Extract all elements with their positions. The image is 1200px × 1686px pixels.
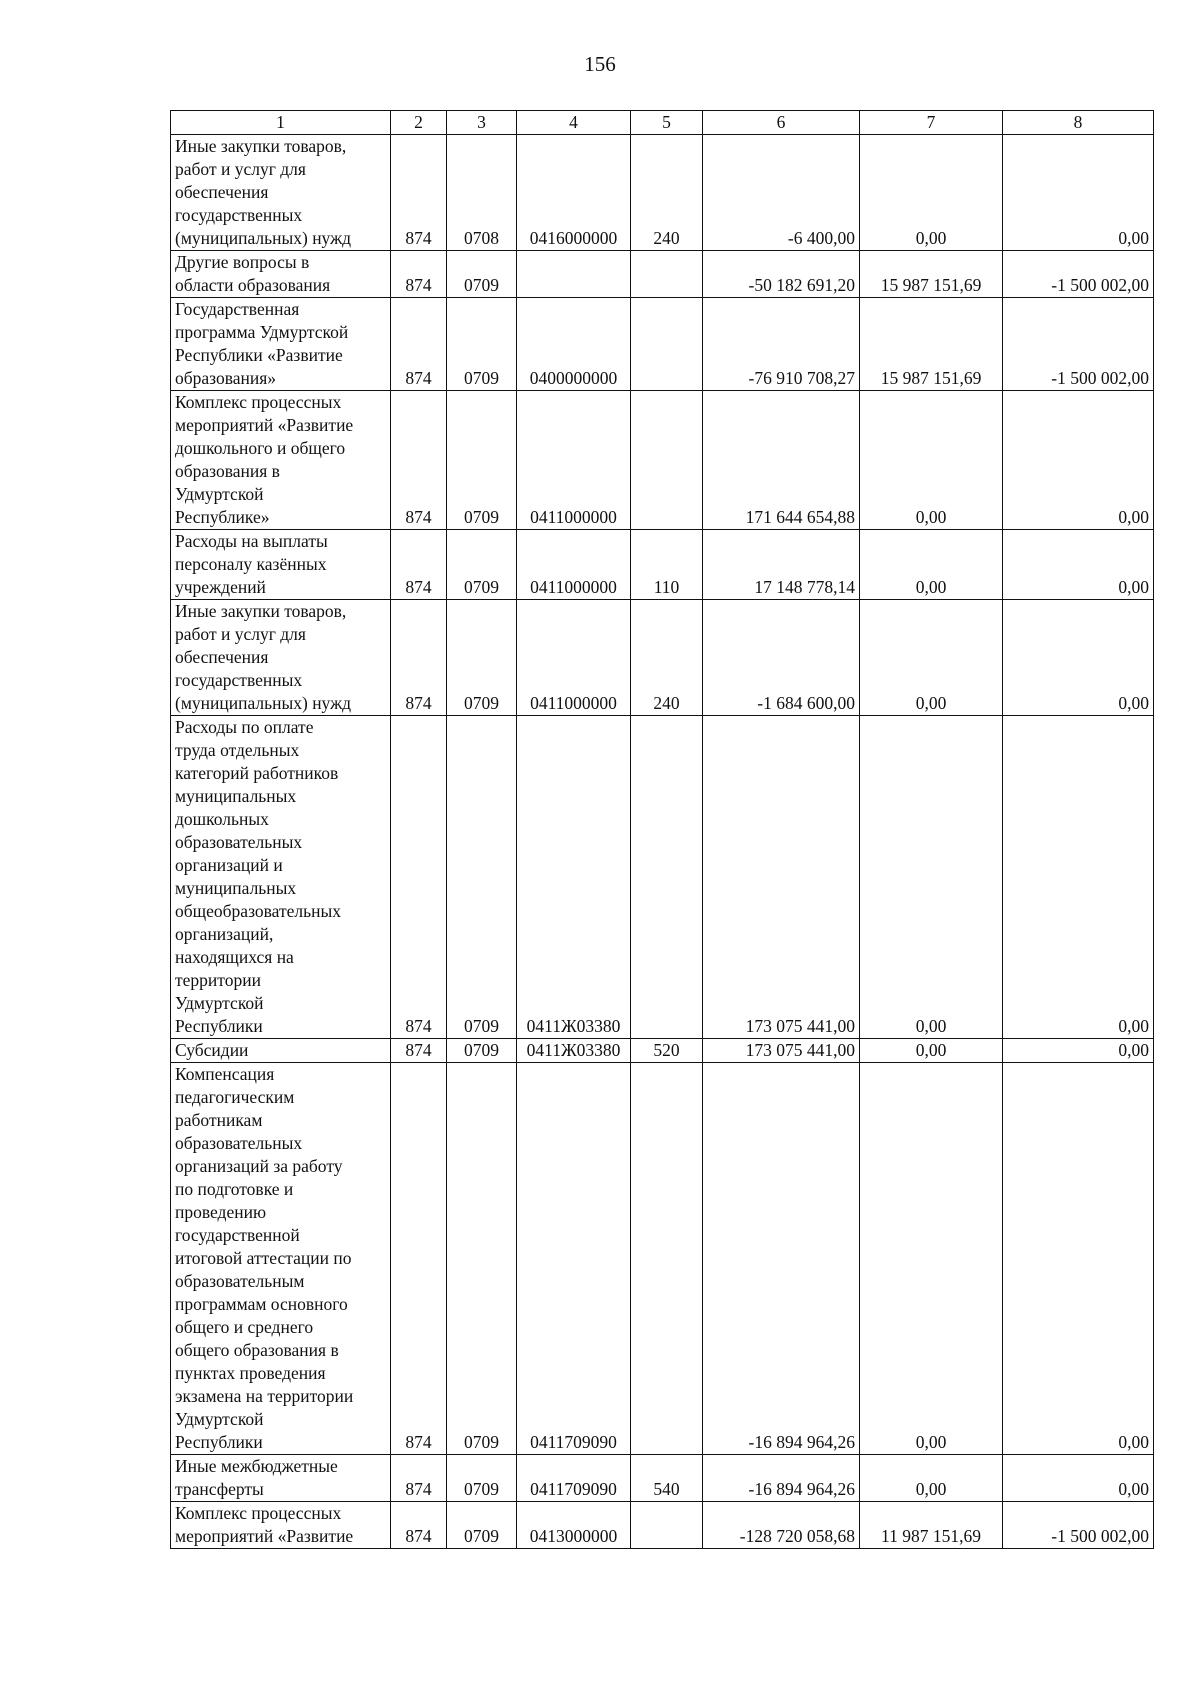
row-amount-8-cell: [1003, 251, 1154, 298]
row-amount-7-cell: [860, 251, 1003, 298]
row-target-article-cell: [517, 298, 631, 391]
row-name-cell: [171, 1039, 391, 1063]
page-number: 156: [584, 52, 616, 76]
row-amount-8-text: 0,00: [1118, 1432, 1149, 1452]
row-amount-6-text: -76 910 708,27: [748, 368, 855, 388]
row-section-text: 0709: [464, 1479, 499, 1499]
row-code-admin-text: 874: [405, 228, 432, 248]
row-amount-7-cell: [860, 1063, 1003, 1455]
row-expense-type-text: 110: [653, 577, 680, 597]
table-row: [171, 298, 1154, 391]
row-section-cell: [447, 251, 517, 298]
row-target-article-cell: [517, 530, 631, 600]
row-amount-7-text: 11 987 151,69: [881, 1526, 981, 1546]
row-amount-7-cell: [860, 530, 1003, 600]
row-name-cell: [171, 716, 391, 1039]
row-amount-8-text: 0,00: [1118, 577, 1149, 597]
row-code-admin-cell: [391, 716, 447, 1039]
row-amount-8-cell: [1003, 1502, 1154, 1549]
row-amount-7-text: 0,00: [915, 693, 947, 713]
row-code-admin-cell: [391, 1063, 447, 1455]
row-section-cell: [447, 1502, 517, 1549]
row-amount-8-text: 0,00: [1118, 693, 1149, 713]
row-amount-7-cell: [860, 135, 1003, 251]
row-amount-7-text: 0,00: [915, 1479, 947, 1499]
row-code-admin-cell: [391, 251, 447, 298]
row-amount-6-text: 173 075 441,00: [745, 1040, 855, 1060]
row-name-text: Компенсация педагогическим работникам образовательных организаций за работу по подготовке и проведению государственной итоговой аттестации по образовательным программам основного общего и среднего общего образования в пунктах проведения экзамена на территории Удмуртской Республики: [175, 1064, 354, 1452]
row-code-admin-text: 874: [405, 1432, 432, 1452]
row-target-article-text: 0411000000: [530, 577, 617, 597]
row-amount-7-text: 15 987 151,69: [880, 368, 982, 388]
row-expense-type-cell: [631, 1039, 703, 1063]
row-amount-7-cell: [860, 391, 1003, 530]
row-name-cell: [171, 391, 391, 530]
row-code-admin-text: 874: [405, 1479, 432, 1499]
row-section-text: 0709: [464, 1016, 499, 1036]
row-expense-type-cell: [631, 251, 703, 298]
table-row: [171, 600, 1154, 716]
row-target-article-cell: [517, 716, 631, 1039]
row-target-article-cell: [517, 1039, 631, 1063]
row-amount-7-cell: [860, 716, 1003, 1039]
row-amount-7-cell: [860, 600, 1003, 716]
row-code-admin-text: 874: [405, 507, 432, 527]
row-name-cell: [171, 135, 391, 251]
row-expense-type-cell: [631, 530, 703, 600]
row-target-article-text: 0400000000: [529, 368, 618, 388]
row-amount-6-text: 173 075 441,00: [745, 1016, 855, 1036]
row-section-cell: [447, 600, 517, 716]
row-section-text: 0708: [464, 228, 499, 248]
row-amount-6-cell: [703, 1039, 860, 1063]
row-code-admin-cell: [391, 1039, 447, 1063]
row-name-text: Субсидии: [175, 1040, 249, 1060]
row-amount-7-text: 0,00: [915, 228, 947, 248]
row-amount-6-text: 17 148 778,14: [754, 577, 855, 597]
row-name-text: Другие вопросы в области образования: [175, 252, 331, 295]
row-amount-7-text: 0,00: [915, 1016, 947, 1036]
row-target-article-cell: [517, 135, 631, 251]
table-row: [171, 1502, 1154, 1549]
col-header-8: 8: [1003, 111, 1154, 135]
row-code-admin-text: 874: [405, 1526, 432, 1546]
row-amount-6-cell: [703, 135, 860, 251]
col-header-2: 2: [391, 111, 447, 135]
row-section-text: 0709: [464, 275, 499, 295]
row-code-admin-cell: [391, 600, 447, 716]
row-section-cell: [447, 1455, 517, 1502]
row-amount-8-cell: [1003, 600, 1154, 716]
table-row: [171, 716, 1154, 1039]
table-row: [171, 391, 1154, 530]
row-name-text: Государственная программа Удмуртской Республики «Развитие образования»: [175, 299, 349, 388]
row-amount-8-text: -1 500 002,00: [1051, 275, 1149, 295]
row-amount-6-text: -50 182 691,20: [748, 275, 855, 295]
row-amount-6-cell: [703, 716, 860, 1039]
row-code-admin-cell: [391, 135, 447, 251]
row-name-cell: [171, 1502, 391, 1549]
row-section-text: 0709: [464, 693, 499, 713]
row-amount-8-cell: [1003, 1063, 1154, 1455]
row-amount-7-text: 15 987 151,69: [880, 275, 982, 295]
row-expense-type-text: 540: [653, 1479, 680, 1499]
row-target-article-text: 0411Ж03380: [526, 1040, 621, 1060]
row-amount-8-text: 0,00: [1118, 507, 1149, 527]
row-name-cell: [171, 530, 391, 600]
row-expense-type-cell: [631, 135, 703, 251]
row-amount-6-cell: [703, 1455, 860, 1502]
table-row: [171, 1039, 1154, 1063]
row-name-text: Расходы по оплате труда отдельных категорий работников муниципальных дошкольных образовательных организаций и муниципальных общеобразовательных организаций, находящихся на территории Удмуртской Республики: [175, 717, 341, 1036]
row-amount-8-text: 0,00: [1118, 228, 1149, 248]
row-target-article-text: 0411709090: [530, 1479, 617, 1499]
row-code-admin-text: 874: [405, 693, 432, 713]
row-name-text: Расходы на выплаты персоналу казённых учреждений: [175, 531, 328, 597]
col-header-5: 5: [631, 111, 703, 135]
row-expense-type-cell: [631, 1502, 703, 1549]
row-code-admin-text: 874: [405, 275, 432, 295]
row-target-article-cell: [517, 1455, 631, 1502]
row-amount-6-cell: [703, 251, 860, 298]
row-amount-6-text: -128 720 058,68: [739, 1526, 855, 1546]
row-code-admin-cell: [391, 1455, 447, 1502]
row-name-text: Иные межбюджетные трансферты: [175, 1456, 338, 1499]
row-name-text: Комплекс процессных мероприятий «Развитие дошкольного и общего образования в Удмуртской Республике»: [175, 392, 354, 527]
row-section-text: 0709: [464, 577, 499, 597]
row-target-article-cell: [517, 251, 631, 298]
row-target-article-text: 0416000000: [529, 228, 618, 248]
row-amount-8-cell: [1003, 298, 1154, 391]
col-header-1: 1: [171, 111, 391, 135]
row-expense-type-text: 240: [653, 693, 680, 713]
row-amount-8-cell: [1003, 1455, 1154, 1502]
row-target-article-cell: [517, 391, 631, 530]
row-expense-type-cell: [631, 716, 703, 1039]
row-amount-7-cell: [860, 1502, 1003, 1549]
row-amount-6-cell: [703, 1063, 860, 1455]
row-name-cell: [171, 298, 391, 391]
row-target-article-text: 0411709090: [530, 1432, 617, 1452]
row-amount-8-text: -1 500 002,00: [1051, 368, 1149, 388]
table-row: [171, 1455, 1154, 1502]
row-expense-type-cell: [631, 1063, 703, 1455]
col-header-7: 7: [860, 111, 1003, 135]
row-code-admin-cell: [391, 391, 447, 530]
row-amount-8-cell: [1003, 1039, 1154, 1063]
row-code-admin-cell: [391, 1502, 447, 1549]
row-name-cell: [171, 251, 391, 298]
row-amount-6-cell: [703, 1502, 860, 1549]
row-section-cell: [447, 1063, 517, 1455]
row-section-text: 0709: [464, 1040, 499, 1060]
row-section-text: 0709: [464, 1432, 499, 1452]
row-code-admin-cell: [391, 298, 447, 391]
row-code-admin-text: 874: [405, 1016, 432, 1036]
col-header-4: 4: [517, 111, 631, 135]
row-section-text: 0709: [464, 507, 499, 527]
row-section-cell: [447, 716, 517, 1039]
row-amount-6-cell: [703, 530, 860, 600]
row-expense-type-cell: [631, 391, 703, 530]
row-target-article-cell: [517, 600, 631, 716]
row-expense-type-cell: [631, 1455, 703, 1502]
row-amount-8-text: 0,00: [1118, 1040, 1149, 1060]
row-amount-7-cell: [860, 1455, 1003, 1502]
col-header-6: 6: [703, 111, 860, 135]
row-name-cell: [171, 1063, 391, 1455]
row-code-admin-text: 874: [405, 368, 432, 388]
row-section-cell: [447, 135, 517, 251]
row-name-text: Иные закупки товаров, работ и услуг для обеспечения государственных (муниципальных) нужд: [175, 601, 352, 713]
row-amount-8-cell: [1003, 530, 1154, 600]
row-amount-7-cell: [860, 298, 1003, 391]
row-amount-8-cell: [1003, 391, 1154, 530]
row-target-article-text: 0411Ж03380: [526, 1016, 621, 1036]
table-row: [171, 530, 1154, 600]
row-section-cell: [447, 298, 517, 391]
table-row: [171, 1063, 1154, 1455]
row-amount-6-cell: [703, 298, 860, 391]
row-name-cell: [171, 600, 391, 716]
row-expense-type-cell: [631, 600, 703, 716]
header-row: [171, 111, 1154, 135]
row-expense-type-cell: [631, 298, 703, 391]
row-target-article-text: 0411000000: [530, 507, 617, 527]
budget-table: [170, 110, 1154, 1549]
row-target-article-cell: [517, 1063, 631, 1455]
row-code-admin-cell: [391, 530, 447, 600]
row-amount-8-text: 0,00: [1118, 1479, 1149, 1499]
row-expense-type-text: 520: [653, 1040, 680, 1060]
row-target-article-text: 0411000000: [530, 693, 617, 713]
row-amount-8-text: 0,00: [1118, 1016, 1149, 1036]
table-row: [171, 251, 1154, 298]
row-section-text: 0709: [464, 368, 499, 388]
row-name-cell: [171, 1455, 391, 1502]
row-amount-6-cell: [703, 600, 860, 716]
row-code-admin-text: 874: [405, 577, 432, 597]
row-amount-6-text: -16 894 964,26: [748, 1432, 855, 1452]
row-name-text: Иные закупки товаров, работ и услуг для обеспечения государственных (муниципальных) нужд: [175, 136, 352, 248]
row-amount-6-text: 171 644 654,88: [745, 507, 855, 527]
row-expense-type-text: 240: [653, 228, 680, 248]
col-header-3: 3: [447, 111, 517, 135]
row-amount-8-cell: [1003, 716, 1154, 1039]
row-amount-7-text: 0,00: [915, 577, 947, 597]
row-section-cell: [447, 530, 517, 600]
row-target-article-cell: [517, 1502, 631, 1549]
row-amount-6-text: -1 684 600,00: [757, 693, 855, 713]
row-amount-7-text: 0,00: [915, 507, 947, 527]
row-section-cell: [447, 391, 517, 530]
row-section-cell: [447, 1039, 517, 1063]
row-amount-6-text: -6 400,00: [787, 228, 855, 248]
row-amount-7-text: 0,00: [915, 1432, 947, 1452]
row-code-admin-text: 874: [405, 1040, 432, 1060]
row-amount-8-text: -1 500 002,00: [1051, 1526, 1149, 1546]
row-amount-7-cell: [860, 1039, 1003, 1063]
row-amount-6-cell: [703, 391, 860, 530]
row-name-text: Комплекс процессных мероприятий «Развитие: [175, 1503, 354, 1546]
row-amount-7-text: 0,00: [915, 1040, 947, 1060]
row-target-article-text: 0413000000: [529, 1526, 618, 1546]
row-section-text: 0709: [464, 1526, 499, 1546]
row-amount-8-cell: [1003, 135, 1154, 251]
row-amount-6-text: -16 894 964,26: [748, 1479, 855, 1499]
table-row: [171, 135, 1154, 251]
